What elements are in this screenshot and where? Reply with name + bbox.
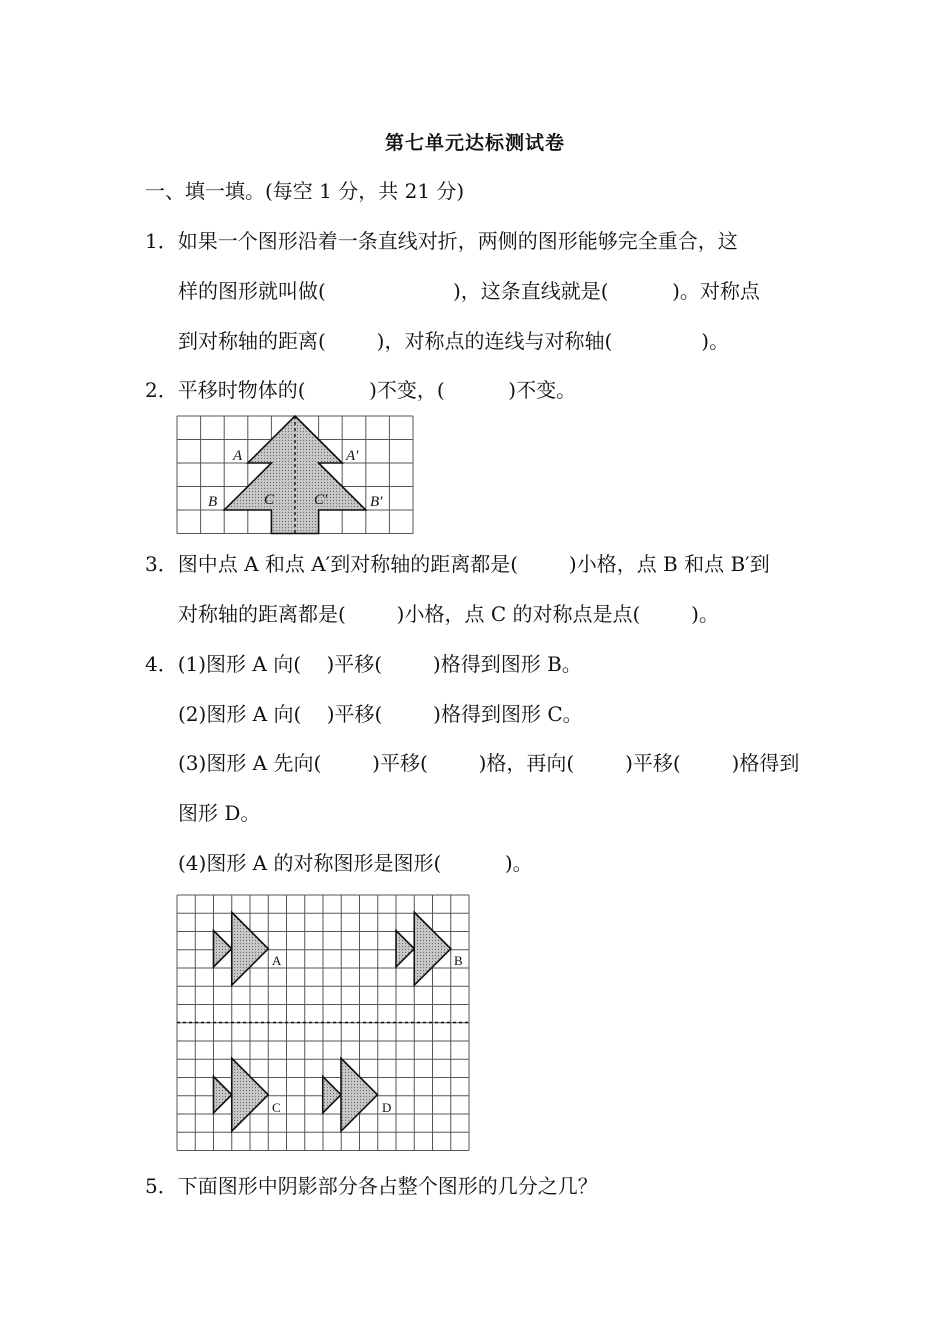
question-3-line-1: 3．图中点 A 和点 A′到对称轴的距离都是( )小格，点 B 和点 B′到 bbox=[145, 552, 770, 576]
question-1-line-1: 1．如果一个图形沿着一条直线对折，两侧的图形能够完全重合，这 bbox=[145, 229, 738, 253]
question-1-line-3: 到对称轴的距离( )，对称点的连线与对称轴( )。 bbox=[178, 329, 730, 353]
label-a: A bbox=[233, 448, 243, 464]
label-a-prime: A′ bbox=[346, 448, 359, 464]
label-shape-c: C bbox=[272, 1100, 281, 1115]
label-shape-d: D bbox=[382, 1100, 392, 1115]
tree-shape bbox=[224, 416, 366, 534]
question-2-line-1: 2．平移时物体的( )不变，( )不变。 bbox=[145, 378, 577, 402]
tree-symmetry-figure bbox=[176, 415, 416, 537]
question-4-line-1: 4．(1)图形 A 向( )平移( )格得到图形 B。 bbox=[145, 652, 582, 676]
shape-b-small bbox=[396, 931, 414, 968]
question-4-line-2: (2)图形 A 向( )平移( )格得到图形 C。 bbox=[178, 702, 583, 726]
page-title: 第七单元达标测试卷 bbox=[384, 132, 565, 154]
label-shape-a: A bbox=[272, 953, 282, 968]
question-4-line-4: 图形 D。 bbox=[178, 801, 261, 825]
label-b-prime: B′ bbox=[370, 494, 383, 510]
question-5-line-1: 5．下面图形中阴影部分各占整个图形的几分之几？ bbox=[145, 1174, 598, 1198]
label-b: B bbox=[208, 494, 218, 510]
question-3-line-2: 对称轴的距离都是( )小格，点 C 的对称点是点( )。 bbox=[178, 602, 719, 626]
section-heading: 一、填一填。(每空 1 分，共 21 分) bbox=[145, 179, 465, 203]
translation-grid-figure bbox=[176, 894, 473, 1154]
question-4-line-5: (4)图形 A 的对称图形是图形( )。 bbox=[178, 851, 533, 875]
question-1-line-2: 样的图形就叫做( )，这条直线就是( )。对称点 bbox=[178, 279, 760, 303]
label-c: C bbox=[264, 492, 275, 508]
label-c-prime: C′ bbox=[314, 492, 328, 508]
question-4-line-3: (3)图形 A 先向( )平移( )格，再向( )平移( )格得到 bbox=[178, 751, 800, 775]
shape-c-small bbox=[214, 1077, 232, 1114]
label-shape-b: B bbox=[454, 953, 463, 968]
shape-a-small bbox=[214, 931, 232, 968]
shape-d-small bbox=[323, 1077, 341, 1114]
